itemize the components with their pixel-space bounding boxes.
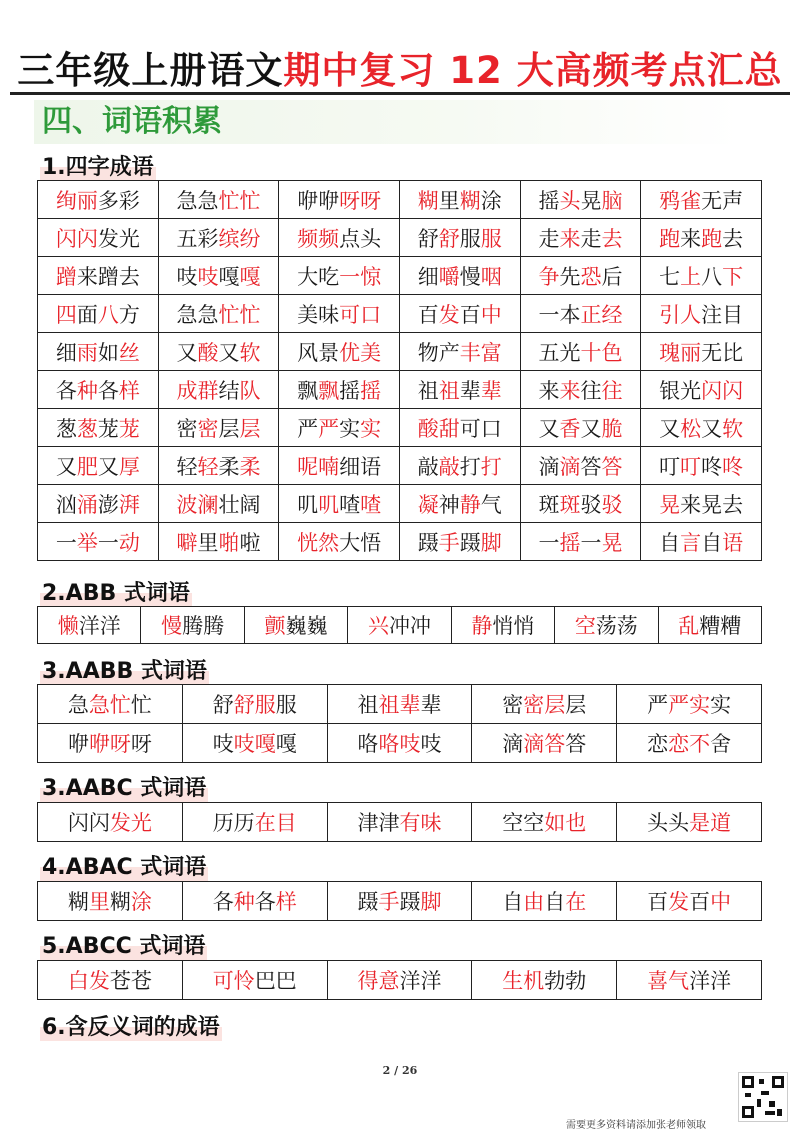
section-title: 四、词语积累 <box>42 104 222 139</box>
abcc-cell: 可怜巴巴 <box>182 961 327 1000</box>
heading-aabb: 3.AABB 式词语 <box>40 654 209 685</box>
idiom-cell: 咿咿呀呀 <box>279 181 400 219</box>
table-row <box>38 685 762 724</box>
idiom-cell: 风景优美 <box>279 333 400 371</box>
aabb-cell: 急急忙忙 <box>38 685 183 724</box>
abb-cell: 空荡荡 <box>555 607 658 644</box>
heading-aabc: 3.AABC 式词语 <box>40 771 208 802</box>
idiom-cell: 细雨如丝 <box>38 333 159 371</box>
aabc-cell: 空空如也 <box>472 803 617 842</box>
idiom-cell: 四面八方 <box>38 295 159 333</box>
table-row <box>38 961 762 1000</box>
idiom-cell: 蹑手蹑脚 <box>399 523 520 561</box>
idiom-cell: 又松又软 <box>641 409 762 447</box>
idiom-cell: 鸦雀无声 <box>641 181 762 219</box>
idiom-cell: 密密层层 <box>158 409 279 447</box>
table-row <box>38 181 762 219</box>
aabc-cell: 津津有味 <box>327 803 472 842</box>
abb-table <box>37 606 762 644</box>
footer-note: 需要更多资料请添加张老师领取 <box>566 1120 706 1131</box>
title-divider <box>10 92 790 95</box>
idiom-cell: 噼里啪啦 <box>158 523 279 561</box>
aabb-cell: 密密层层 <box>472 685 617 724</box>
idiom-cell: 频频点头 <box>279 219 400 257</box>
abac-cell: 百发百中 <box>617 882 762 921</box>
idiom-cell: 呢喃细语 <box>279 447 400 485</box>
idiom-cell: 糊里糊涂 <box>399 181 520 219</box>
table-row <box>38 447 762 485</box>
table-row <box>38 409 762 447</box>
aabc-cell: 闪闪发光 <box>38 803 183 842</box>
idiom-cell: 敲敲打打 <box>399 447 520 485</box>
idiom-cell: 一举一动 <box>38 523 159 561</box>
table-row <box>38 333 762 371</box>
heading-antonym: 6.含反义词的成语 <box>40 1010 222 1041</box>
idiom-cell: 物产丰富 <box>399 333 520 371</box>
idiom-cell: 恍然大悟 <box>279 523 400 561</box>
table-row <box>38 257 762 295</box>
idiom-cell: 五光十色 <box>520 333 641 371</box>
idiom-cell: 滴滴答答 <box>520 447 641 485</box>
idiom-cell: 急急忙忙 <box>158 295 279 333</box>
aabc-cell: 历历在目 <box>182 803 327 842</box>
page-number: 2 / 26 <box>382 1064 418 1077</box>
table-row <box>38 295 762 333</box>
table-row <box>38 523 762 561</box>
abcc-cell: 得意洋洋 <box>327 961 472 1000</box>
aabb-cell: 吱吱嘎嘎 <box>182 724 327 763</box>
idiom-cell: 叮叮咚咚 <box>641 447 762 485</box>
idiom-cell: 急急忙忙 <box>158 181 279 219</box>
idiom-cell: 争先恐后 <box>520 257 641 295</box>
table-row <box>38 371 762 409</box>
idiom-cell: 成群结队 <box>158 371 279 409</box>
table-row <box>38 724 762 763</box>
idiom-cell: 凝神静气 <box>399 485 520 523</box>
idiom-cell: 蹭来蹭去 <box>38 257 159 295</box>
qr-code-icon <box>738 1072 788 1122</box>
abac-cell: 蹑手蹑脚 <box>327 882 472 921</box>
aabb-cell: 滴滴答答 <box>472 724 617 763</box>
table-row <box>38 882 762 921</box>
idiom-cell: 美味可口 <box>279 295 400 333</box>
idiom-cell: 绚丽多彩 <box>38 181 159 219</box>
idiom-cell: 斑斑驳驳 <box>520 485 641 523</box>
aabc-table <box>37 802 762 842</box>
heading-abb: 2.ABB 式词语 <box>40 576 192 607</box>
idiom-cell: 严严实实 <box>279 409 400 447</box>
idiom-cell: 祖祖辈辈 <box>399 371 520 409</box>
aabb-cell: 恋恋不舍 <box>617 724 762 763</box>
abac-cell: 自由自在 <box>472 882 617 921</box>
idiom-cell: 波澜壮阔 <box>158 485 279 523</box>
abac-cell: 糊里糊涂 <box>38 882 183 921</box>
table-row <box>38 219 762 257</box>
aabb-cell: 祖祖辈辈 <box>327 685 472 724</box>
idiom-cell: 又酸又软 <box>158 333 279 371</box>
idiom-cell: 各种各样 <box>38 371 159 409</box>
abcc-cell: 喜气洋洋 <box>617 961 762 1000</box>
idiom-cell: 晃来晃去 <box>641 485 762 523</box>
table-row <box>38 803 762 842</box>
abb-cell: 颤巍巍 <box>244 607 347 644</box>
idiom-cell: 舒舒服服 <box>399 219 520 257</box>
idiom-cell: 葱葱茏茏 <box>38 409 159 447</box>
idiom-cell: 酸甜可口 <box>399 409 520 447</box>
aabb-cell: 咿咿呀呀 <box>38 724 183 763</box>
aabb-cell: 严严实实 <box>617 685 762 724</box>
abcc-cell: 白发苍苍 <box>38 961 183 1000</box>
idiom-cell: 来来往往 <box>520 371 641 409</box>
idiom-cell: 银光闪闪 <box>641 371 762 409</box>
abb-cell: 兴冲冲 <box>348 607 451 644</box>
heading-abcc: 5.ABCC 式词语 <box>40 929 207 960</box>
page-title: 三年级上册语文期中复习 12 大高频考点汇总 <box>17 49 783 92</box>
abac-cell: 各种各样 <box>182 882 327 921</box>
abb-cell: 慢腾腾 <box>141 607 244 644</box>
idiom-cell: 跑来跑去 <box>641 219 762 257</box>
idiom-cell: 百发百中 <box>399 295 520 333</box>
idiom-cell: 飘飘摇摇 <box>279 371 400 409</box>
aabb-cell: 舒舒服服 <box>182 685 327 724</box>
idiom-cell: 闪闪发光 <box>38 219 159 257</box>
idiom-cell: 一摇一晃 <box>520 523 641 561</box>
table-row <box>38 607 762 644</box>
idiom-cell: 瑰丽无比 <box>641 333 762 371</box>
idiom-cell: 细嚼慢咽 <box>399 257 520 295</box>
idiom-cell: 汹涌澎湃 <box>38 485 159 523</box>
idiom-cell: 轻轻柔柔 <box>158 447 279 485</box>
aabb-table <box>37 684 762 763</box>
abb-cell: 懒洋洋 <box>38 607 141 644</box>
idiom-cell: 五彩缤纷 <box>158 219 279 257</box>
idiom-cell: 叽叽喳喳 <box>279 485 400 523</box>
table-row <box>38 485 762 523</box>
abcc-table <box>37 960 762 1000</box>
heading-abac: 4.ABAC 式词语 <box>40 850 208 881</box>
aabc-cell: 头头是道 <box>617 803 762 842</box>
idiom-cell: 七上八下 <box>641 257 762 295</box>
abac-table <box>37 881 762 921</box>
idiom-cell: 吱吱嘎嘎 <box>158 257 279 295</box>
abcc-cell: 生机勃勃 <box>472 961 617 1000</box>
idiom-cell: 一本正经 <box>520 295 641 333</box>
idiom-cell: 又香又脆 <box>520 409 641 447</box>
idiom-cell: 大吃一惊 <box>279 257 400 295</box>
abb-cell: 乱糟糟 <box>658 607 761 644</box>
four-char-table <box>37 180 762 561</box>
idiom-cell: 摇头晃脑 <box>520 181 641 219</box>
aabb-cell: 咯咯吱吱 <box>327 724 472 763</box>
idiom-cell: 自言自语 <box>641 523 762 561</box>
idiom-cell: 引人注目 <box>641 295 762 333</box>
abb-cell: 静悄悄 <box>451 607 554 644</box>
idiom-cell: 又肥又厚 <box>38 447 159 485</box>
heading-four-char: 1.四字成语 <box>40 150 156 181</box>
idiom-cell: 走来走去 <box>520 219 641 257</box>
